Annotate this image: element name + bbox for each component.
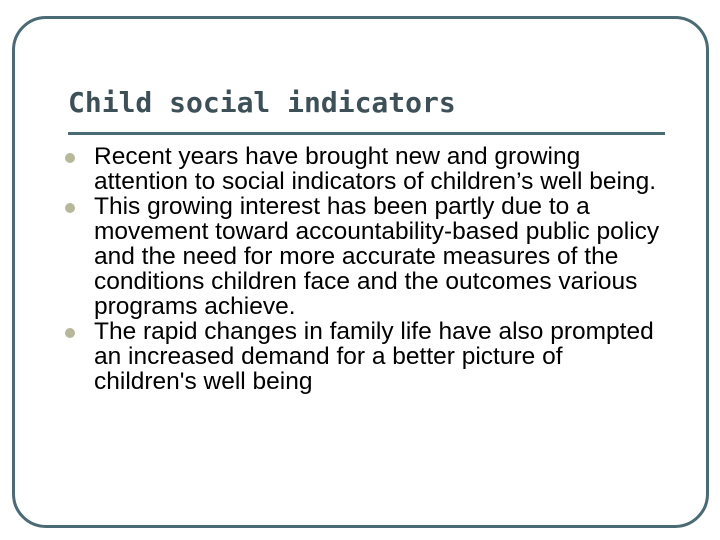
slide-title: Child social indicators: [68, 86, 456, 119]
bullet-item: [62, 144, 672, 194]
bullet-item: [62, 194, 672, 319]
bullet-dot-icon: [65, 328, 75, 338]
bullet-text: The rapid changes in family life have also prompted an increased demand for a better picture of children's well being: [94, 318, 654, 395]
bullet-item: [62, 319, 672, 394]
title-underline: [68, 132, 665, 135]
bullet-list: [62, 144, 672, 394]
bullet-dot-icon: [65, 203, 75, 213]
bullet-text: This growing interest has been partly due to a movement toward accountability-based public policy and the need for more accurate measures of the conditions children face and the outcomes various programs achieve.: [94, 193, 660, 320]
bullet-dot-icon: [65, 153, 75, 163]
bullet-text: Recent years have brought new and growing attention to social indicators of children’s well being.: [94, 143, 657, 195]
